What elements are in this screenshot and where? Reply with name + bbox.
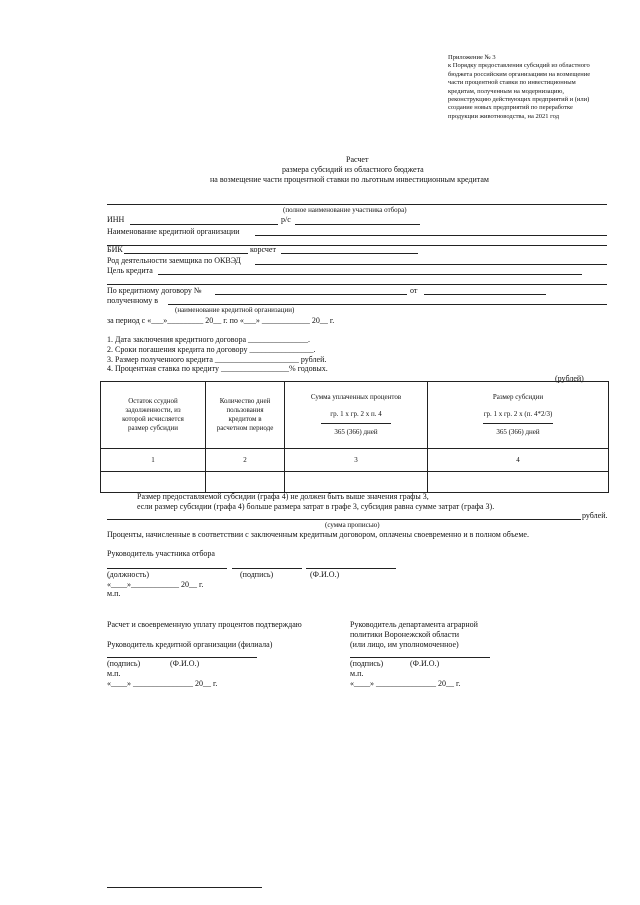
amount-words-field[interactable] [107,519,581,520]
rs-label: р/с [281,215,291,224]
table-unit-label: (рублей) [555,374,584,383]
okved-label: Род деятельности заемщика по ОКВЭД [107,256,241,265]
header-text: кредитом в [228,415,262,423]
appendix-line: продукции животноводства, на 2021 год [448,112,560,120]
appendix-line: части процентной ставки по инвестиционным [448,79,576,87]
data-cell-loan-balance[interactable] [101,472,206,493]
header-days [206,382,285,449]
header-text: пользования [226,406,264,414]
header-text: Размер субсидии [492,393,544,401]
appendix-line: бюджета российским организациям на возмещение [448,70,591,78]
received-bank-field[interactable] [168,304,607,305]
header-text: Остаток ссудной [128,397,178,405]
item-repayment-terms: 2. Сроки погашения кредита по договору ________________. [107,345,316,354]
bank-stamp: м.п. [107,669,121,678]
data-cell-subsidy[interactable] [428,472,609,493]
department-signature-caption: (подпись) [350,659,384,668]
table-number-row [101,449,609,472]
fio-field[interactable] [306,568,396,569]
data-cell-days[interactable] [206,472,285,493]
contract-number-field[interactable] [215,294,407,295]
signature-caption: (подпись) [240,570,274,579]
purpose-field-2[interactable] [107,284,607,285]
bank-caption: (наименование кредитной организации) [175,306,295,314]
korschet-field[interactable] [281,253,418,254]
bik-label: БИК [107,245,123,254]
position-field[interactable] [107,568,227,569]
footnote-separator [107,887,262,888]
department-date: «____» _______________ 20__ г. [350,679,461,688]
appendix-line: кредитам, полученным на модернизацию, [448,87,564,95]
header-loan-balance [101,382,206,449]
bank-name-label: Наименование кредитной организации [107,227,240,236]
formula-denominator: 365 (366) дней [334,428,378,436]
appendix-line: реконструкцию действующих предприятий и (или) [448,96,590,104]
korschet-label: корсчет [250,245,276,254]
bank-date: «____» _______________ 20__ г. [107,679,218,688]
participant-name-caption: (полное наименование участника отбора) [283,206,407,214]
inn-label: ИНН [107,215,125,224]
subsidy-calculation-table [100,381,609,493]
department-head-line-3: (или лицо, им уполномоченное) [350,640,459,649]
amount-words-caption: (сумма прописью) [325,521,380,529]
participant-name-line[interactable] [107,204,607,205]
formula-numerator: гр. 1 x гр. 2 x (п. 4*2/3) [483,410,553,418]
table-data-row [101,472,609,493]
signature-field[interactable] [232,568,302,569]
header-text: расчетном периоде [216,424,274,432]
header-text: Сумма уплаченных процентов [310,393,402,401]
appendix-line: к Порядку предоставления субсидий из областного [448,62,590,70]
contract-from-label: от [410,286,418,295]
rs-field[interactable] [295,224,420,225]
column-number: 2 [206,449,285,472]
header-text: размер субсидии [128,424,178,432]
inn-field[interactable] [130,224,278,225]
confirm-payment-text: Проценты, начисленные в соответствии с заключенным кредитным договором, оплачены своевременно и в полном объеме. [107,530,529,539]
head-stamp: м.п. [107,589,121,598]
purpose-field[interactable] [158,274,582,275]
bank-signature-caption: (подпись) [107,659,141,668]
okved-field[interactable] [255,264,607,265]
column-number: 3 [285,449,428,472]
header-interest-paid [285,382,428,449]
department-head-line-2: политики Воронежской области [350,630,459,639]
document-title: Расчет [346,155,369,164]
period-line: за период с «___»_________ 20__ г. по «___» ____________ 20__ г. [107,316,335,325]
header-text: Количество дней [219,397,271,405]
purpose-label: Цель кредита [107,266,153,275]
item-contract-date: 1. Дата заключения кредитного договора _______________. [107,335,310,344]
fio-caption: (Ф.И.О.) [310,570,340,579]
bank-name-field[interactable] [255,235,607,236]
header-text: задолженности, из [125,406,181,414]
bank-confirm-text: Расчет и своевременную уплату процентов подтверждаю [107,620,302,629]
position-caption: (должность) [107,570,149,579]
document-subtitle: размера субсидий из областного бюджета [282,165,424,174]
bank-fio-caption: (Ф.И.О.) [170,659,200,668]
head-date: «____»____________ 20__ г. [107,580,204,589]
contract-label: По кредитному договору № [107,286,202,295]
note-line-2: если размер субсидии (графа 4) больше размера затрат в графе 3, субсидия равна сумме затрат (графа 3). [137,502,495,511]
fraction-line [428,419,608,428]
fraction-line [285,419,427,428]
received-label: полученному в [107,296,158,305]
department-stamp: м.п. [350,669,364,678]
header-subsidy [428,382,609,449]
bank-head-title: Руководитель кредитной организации (филиала) [107,640,273,649]
column-number: 4 [428,449,609,472]
head-title: Руководитель участника отбора [107,549,215,558]
department-fio-caption: (Ф.И.О.) [410,659,440,668]
formula-denominator: 365 (366) дней [496,428,540,436]
department-signature-field[interactable] [350,657,490,658]
appendix-line: создание новых предприятий по переработке [448,104,573,112]
bik-field[interactable] [124,253,248,254]
bank-name-field-2[interactable] [107,245,607,246]
item-credit-amount: 3. Размер полученного кредита _____________________ рублей. [107,355,327,364]
formula-numerator: гр. 1 x гр. 2 x п. 4 [330,410,382,418]
bank-signature-field[interactable] [107,657,257,658]
document-subtitle-2: на возмещение части процентной ставки по льготным инвестиционным кредитам [210,175,489,184]
table-header-row [101,382,609,449]
note-line-1: Размер предоставляемой субсидии (графа 4) не должен быть выше значения графы 3, [137,492,429,501]
department-head-line-1: Руководитель департамента аграрной [350,620,478,629]
item-interest-rate: 4. Процентная ставка по кредиту _________________% годовых. [107,364,328,373]
contract-date-field[interactable] [424,294,546,295]
appendix-note [448,54,623,121]
data-cell-interest[interactable] [285,472,428,493]
header-text: которой исчисляется [122,415,184,423]
rubles-label: рублей. [582,511,608,520]
column-number: 1 [101,449,206,472]
appendix-line: Приложение № 3 [448,54,496,61]
